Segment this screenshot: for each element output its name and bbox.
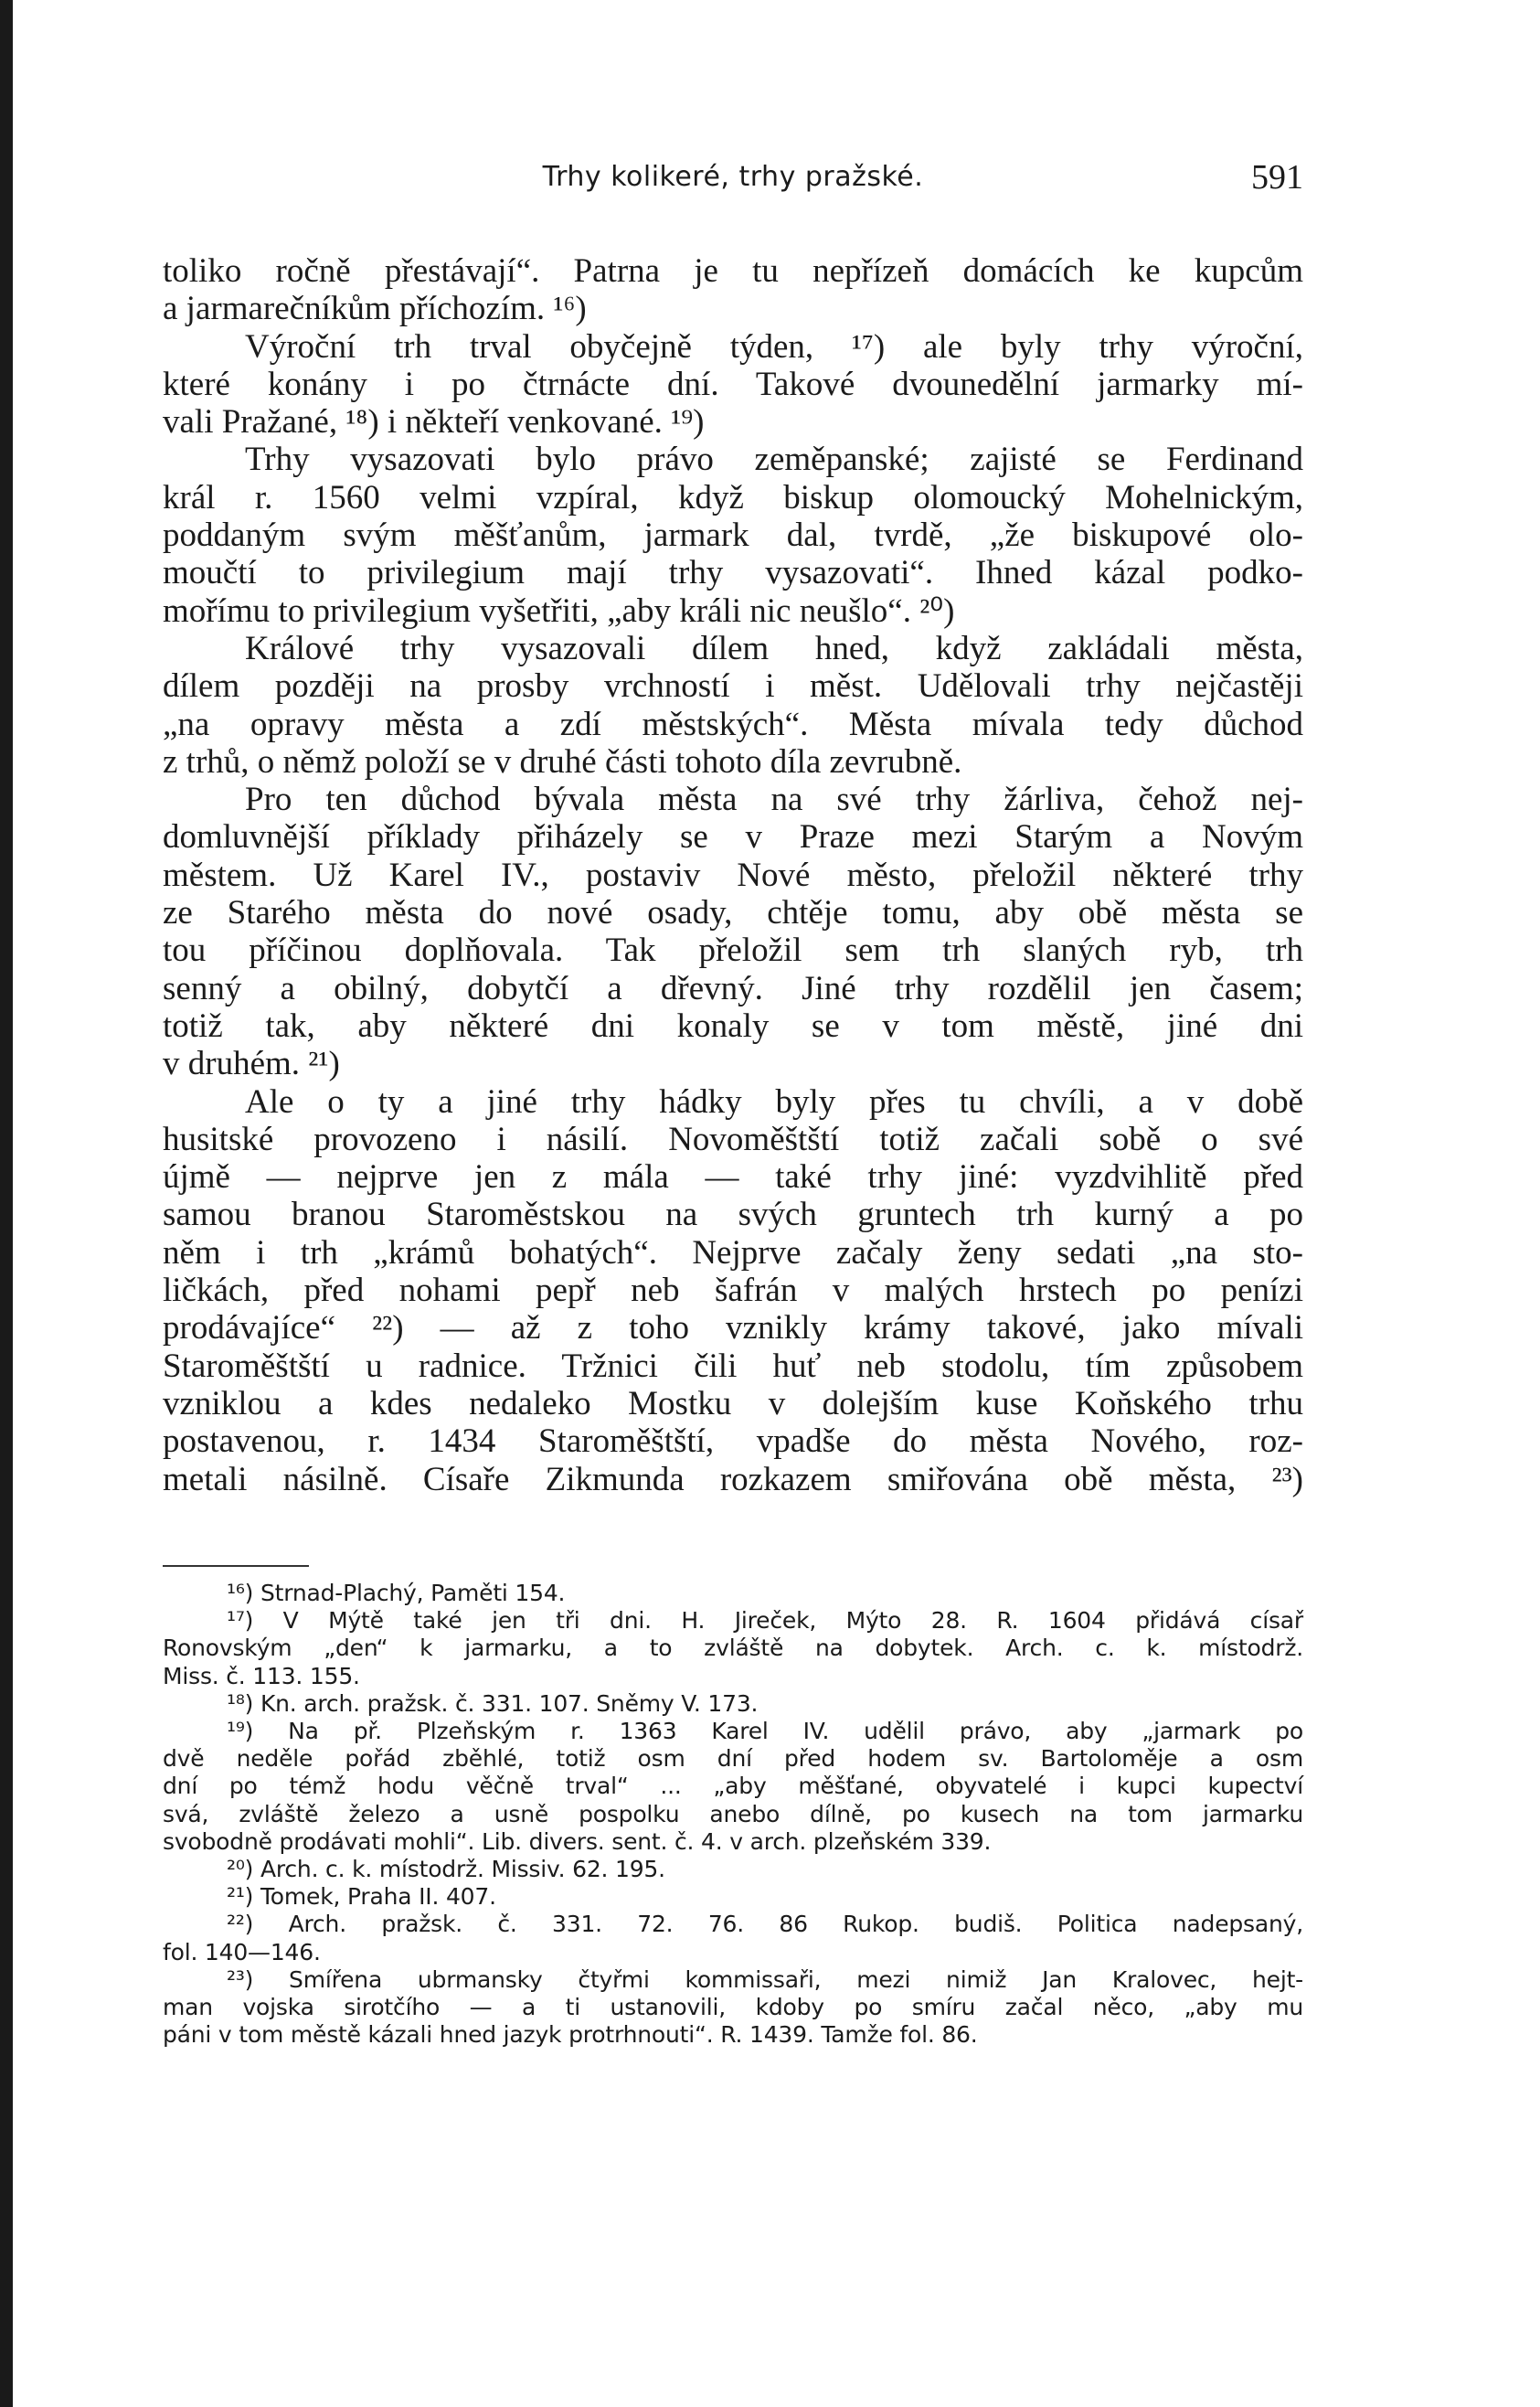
text-line: moučtí to privilegium mají trhy vysazovati“. Ihned kázal podko-: [163, 554, 1303, 592]
text-line: Staroměštští u radnice. Tržnici čili huť neb stodolu, tím způsobem: [163, 1347, 1303, 1385]
text-line: Výroční trh trval obyčejně týden, ¹⁷) ale byly trhy výroční,: [245, 327, 1303, 366]
text-line: újmě — nejprve jen z mála — také trhy jiné: vyzdvihlitě před: [163, 1158, 1303, 1197]
footnote-line: ²⁰) Arch. c. k. místodrž. Missiv. 62. 195.: [227, 1856, 665, 1883]
text-line: postavenou, r. 1434 Staroměštští, vpadše do města Nového, roz-: [163, 1422, 1303, 1461]
text-line: toliko ročně přestávají“. Patrna je tu nepřízeň domácích ke kupcům: [163, 252, 1303, 290]
footnote-line: ²²) Arch. pražsk. č. 331. 72. 76. 86 Rukop. budiš. Politica nadepsaný,: [227, 1911, 1303, 1938]
text-line: něm i trh „krámů bohatých“. Nejprve začaly ženy sedati „na sto-: [163, 1233, 1303, 1272]
main-text: [163, 252, 1303, 1498]
text-line: dílem později na prosby vrchností i měst. Udělovali trhy nejčastěji: [163, 667, 1303, 706]
footnote-divider: [163, 1565, 309, 1567]
text-line: poddaným svým měšťanům, jarmark dal, tvrdě, „že biskupové olo-: [163, 517, 1303, 555]
text-line: městem. Už Karel IV., postaviv Nové město, přeložil některé trhy: [163, 856, 1303, 894]
text-line: z trhů, o němž položí se v druhé části tohoto díla zevrubně.: [163, 742, 962, 781]
footnote-line: Miss. č. 113. 155.: [163, 1662, 360, 1689]
page-number: 591: [1251, 158, 1303, 197]
footnote-line: man vojska sirotčího — a ti ustanovili, kdoby po smíru začal něco, „aby mu: [163, 1994, 1303, 2021]
footnote-line: ¹⁸) Kn. arch. pražsk. č. 331. 107. Sněmy V. 173.: [227, 1689, 759, 1717]
footnote-line: dvě neděle pořád zběhlé, totiž osm dní před hodem sv. Bartoloměje a osm: [163, 1745, 1303, 1773]
footnotes: [163, 1580, 1303, 2049]
book-page: [163, 0, 1303, 2407]
text-line: Trhy vysazovati bylo právo zeměpanské; zajisté se Ferdinand: [245, 441, 1303, 479]
text-line: tou příčinou doplňovala. Tak přeložil sem trh slaných ryb, trh: [163, 932, 1303, 970]
footnote-line: ¹⁶) Strnad-Plachý, Paměti 154.: [227, 1580, 566, 1606]
text-line: domluvnější příklady přiházely se v Praze mezi Starým a Novým: [163, 818, 1303, 857]
text-line: král r. 1560 velmi vzpíral, když biskup olomoucký Mohelnickým,: [163, 478, 1303, 517]
footnote-line: dní po témž hodu věčně trval“ ... „aby měšťané, obyvatelé i kupci kupectví: [163, 1773, 1303, 1800]
footnote-line: páni v tom městě kázali hned jazyk protrhnouti“. R. 1439. Tamže fol. 86.: [163, 2021, 978, 2049]
text-line: a jarmarečníkům příchozím. ¹⁶): [163, 290, 587, 328]
footnote-line: svobodně prodávati mohli“. Lib. divers. sent. č. 4. v arch. plzeňském 339.: [163, 1827, 992, 1855]
footnote-line: Ronovským „den“ k jarmarku, a to zvláště na dobytek. Arch. c. k. místodrž.: [163, 1635, 1303, 1662]
text-line: Králové trhy vysazovali dílem hned, když zakládali města,: [245, 629, 1303, 667]
footnote-line: ²³) Smířena ubrmansky čtyřmi kommissaři, mezi nimiž Jan Kralovec, hejt-: [227, 1965, 1303, 1993]
scan-edge: [0, 0, 13, 2407]
text-line: ze Starého města do nové osady, chtěje tomu, aby obě města se: [163, 894, 1303, 932]
text-line: metali násilně. Císaře Zikmunda rozkazem smiřována obě města, ²³): [163, 1460, 1303, 1498]
footnote-line: ¹⁷) V Mýtě také jen tři dni. H. Jireček, Mýto 28. R. 1604 přidává císař: [227, 1607, 1303, 1635]
text-line: „na opravy města a zdí městských“. Města mívala tedy důchod: [163, 705, 1303, 743]
footnote-line: svá, zvláště železo a usně pospolku anebo dílně, po kusech na tom jarmarku: [163, 1800, 1303, 1827]
text-line: senný a obilný, dobytčí a dřevný. Jiné trhy rozdělil jen časem;: [163, 969, 1303, 1007]
text-line: totiž tak, aby některé dni konaly se v tom městě, jiné dni: [163, 1006, 1303, 1045]
footnote-line: fol. 140—146.: [163, 1938, 321, 1965]
text-line: v druhém. ²¹): [163, 1045, 340, 1083]
text-line: Pro ten důchod bývala města na své trhy žárliva, čehož nej-: [245, 781, 1303, 819]
running-head: [163, 155, 1303, 201]
text-line: Ale o ty a jiné trhy hádky byly přes tu chvíli, a v době: [245, 1082, 1303, 1121]
text-line: husitské provozeno i násilí. Novoměštští totiž začali sobě o své: [163, 1120, 1303, 1158]
text-line: samou branou Staroměstskou na svých gruntech trh kurný a po: [163, 1196, 1303, 1234]
text-line: vali Pražané, ¹⁸) i někteří venkované. ¹⁹): [163, 403, 705, 442]
footnote-line: ²¹) Tomek, Praha II. 407.: [227, 1883, 496, 1911]
text-line: prodávajíce“ ²²) — až z toho vznikly krámy takové, jako mívali: [163, 1309, 1303, 1347]
text-line: které konány i po čtrnácte dní. Takové dvounedělní jarmarky mí-: [163, 365, 1303, 403]
text-line: vzniklou a kdes nedaleko Mostku v dolejším kuse Koňského trhu: [163, 1384, 1303, 1422]
running-title: Trhy kolikeré, trhy pražské.: [542, 161, 924, 193]
text-line: ličkách, před nohami pepř neb šafrán v malých hrstech po penízi: [163, 1272, 1303, 1310]
footnote-line: ¹⁹) Na př. Plzeňským r. 1363 Karel IV. udělil právo, aby „jarmark po: [227, 1718, 1303, 1745]
text-line: mořímu to privilegium vyšetřiti, „aby králi nic neušlo“. ²⁰): [163, 591, 955, 630]
